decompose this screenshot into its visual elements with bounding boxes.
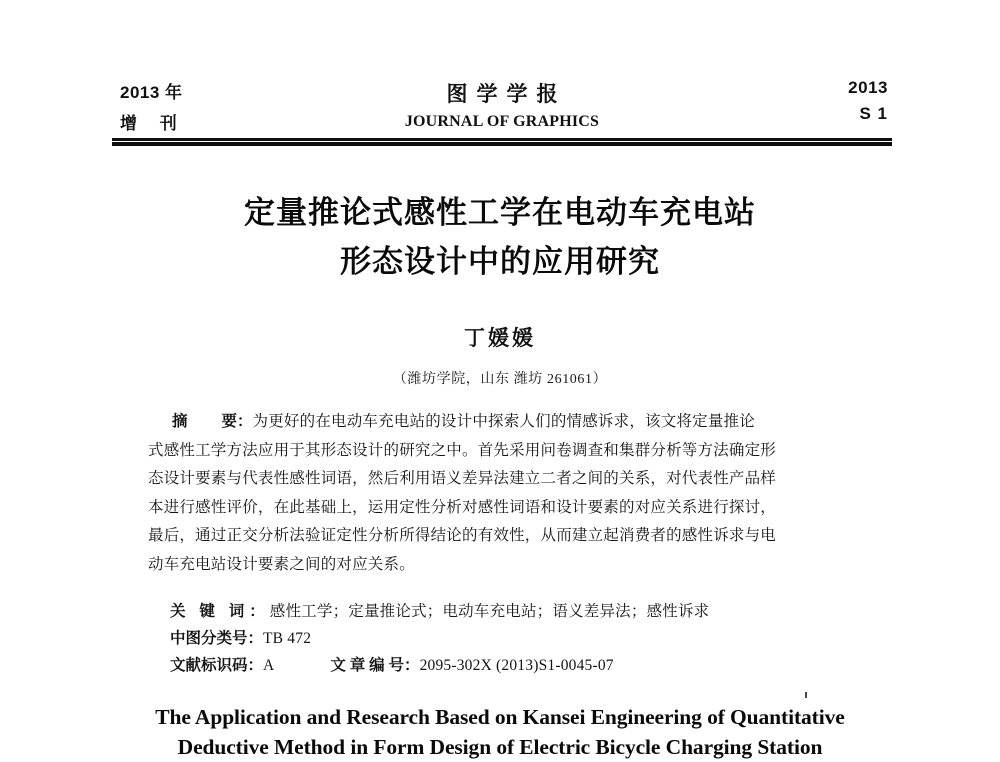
- page-title-en: [60, 702, 940, 762]
- document-code-value: A: [263, 657, 275, 674]
- masthead-issue-code: S 1: [859, 104, 888, 123]
- abstract-label-b: 要：: [221, 413, 253, 430]
- abstract-line: 动车充电站设计要素之间的对应关系。: [148, 555, 415, 573]
- title-zh-line-2: 形态设计中的应用研究: [340, 244, 660, 279]
- keywords-value: 感性工学；定量推论式；电动车充电站；语义差异法；感性诉求: [269, 603, 710, 620]
- abstract-block: [148, 408, 864, 579]
- masthead-year-right: 2013: [848, 78, 888, 97]
- masthead: [112, 78, 892, 136]
- abstract-line: 态设计要素与代表性感性词语，然后利用语义差异法建立二者之间的关系，对代表性产品样: [148, 470, 777, 487]
- document-code-row: [170, 652, 870, 679]
- author-affiliation: （潍坊学院，山东 潍坊 261061）: [392, 372, 608, 387]
- abstract-label: [172, 413, 253, 430]
- clc-row: [170, 625, 870, 652]
- abstract-text-1: 为更好的在电动车充电站的设计中探索人们的情感诉求，该文将定量推论: [252, 413, 755, 430]
- abstract-line: 本进行感性评价，在此基础上，运用定性分析对感性词语和设计要素的对应关系进行探讨，: [148, 498, 777, 516]
- keywords-label: 关 键 词：: [170, 603, 270, 620]
- abstract-line: 最后，通过正交分析法验证定性分析所得结论的有效性，从而建立起消费者的感性诉求与电: [148, 527, 777, 544]
- masthead-issue-zh: 增 刊: [120, 114, 186, 133]
- masthead-center: [112, 78, 892, 131]
- article-number-label: 文 章 编 号：: [330, 657, 420, 674]
- abstract-line: [148, 408, 864, 437]
- masthead-year: 2013 年: [120, 83, 183, 102]
- title-zh-line-1: 定量推论式感性工学在电动车充电站: [244, 195, 756, 230]
- page-title: [0, 188, 1000, 286]
- author-name: 丁媛媛: [464, 327, 536, 350]
- masthead-right: [848, 78, 888, 124]
- metadata-block: [170, 598, 870, 679]
- journal-title-en: JOURNAL OF GRAPHICS: [404, 113, 600, 130]
- clc-label: 中图分类号：: [170, 630, 264, 647]
- keywords-row: [170, 598, 870, 625]
- abstract-line: 式感性工学方法应用于其形态设计的研究之中。首先采用问卷调查和集群分析等方法确定形: [148, 441, 777, 459]
- scan-speck: [805, 692, 807, 698]
- clc-value: TB 472: [263, 630, 312, 647]
- journal-title-zh: 图学学报: [446, 83, 567, 106]
- title-en-line-1: The Application and Research Based on Kansei Engineering of Quantitative: [155, 705, 845, 729]
- abstract-label-a: 摘: [172, 413, 188, 430]
- article-number-value: 2095-302X (2013)S1-0045-07: [419, 657, 614, 674]
- title-en-line-2: Deductive Method in Form Design of Electric Bicycle Charging Station: [177, 735, 823, 759]
- document-code-label: 文献标识码：: [170, 657, 264, 674]
- masthead-rule: [112, 138, 892, 141]
